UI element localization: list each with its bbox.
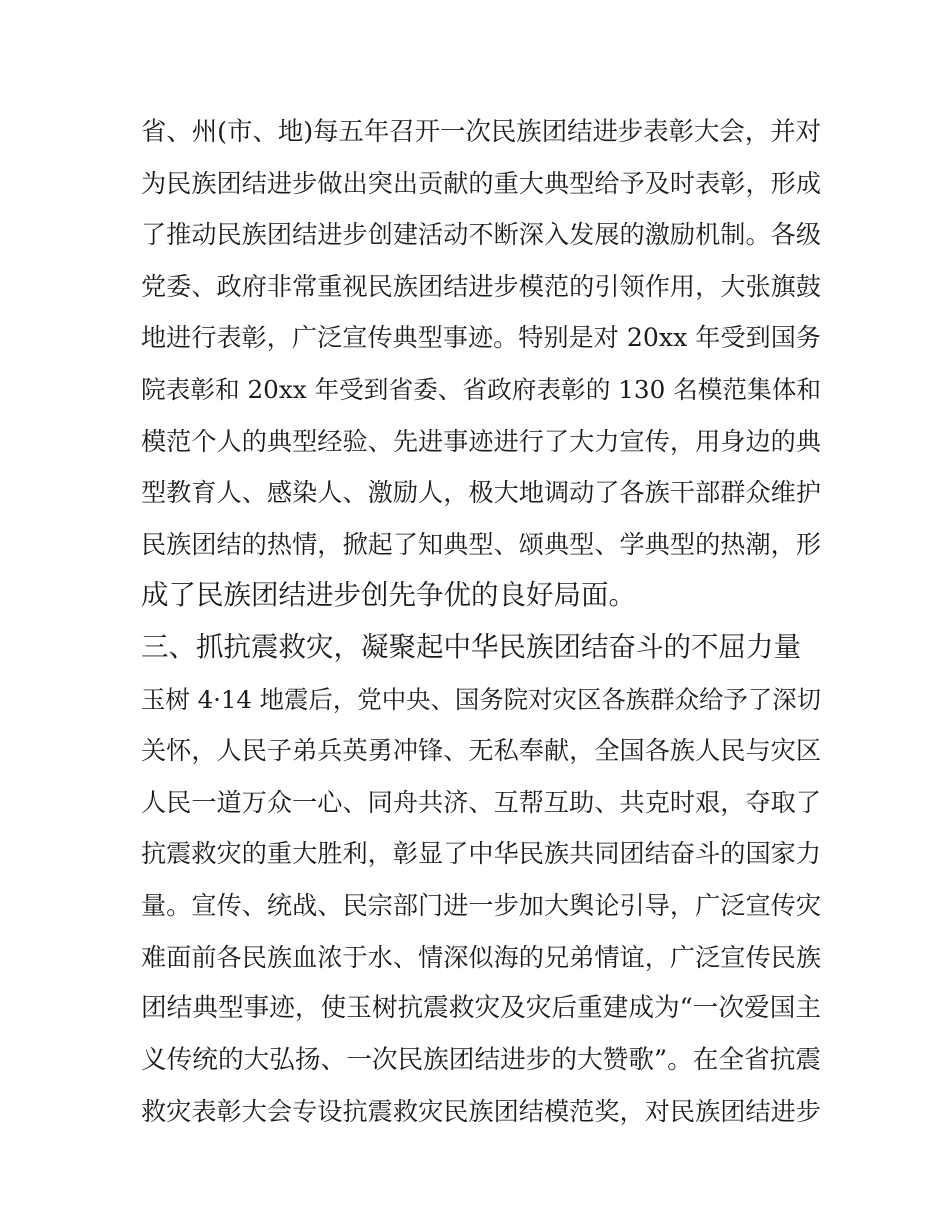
- text-line: 型教育人、感染人、激励人，极大地调动了各族干部群众维护: [141, 478, 821, 508]
- text-line: 难面前各民族血浓于水、情深似海的兄弟情谊，广泛宣传民族: [141, 942, 821, 972]
- text-line: 成了民族团结进步创先争优的良好局面。: [141, 579, 636, 612]
- text-line: 救灾表彰大会专设抗震救灾民族团结模范奖，对民族团结进步: [141, 1097, 821, 1127]
- text-line: 人民一道万众一心、同舟共济、互帮互助、共克时艰，夺取了: [141, 787, 821, 817]
- text-line: 党委、政府非常重视民族团结进步模范的引领作用，大张旗鼓: [141, 271, 821, 301]
- text-line: 地进行表彰，广泛宣传典型事迹。特别是对 20xx 年受到国务: [141, 323, 821, 353]
- text-line: 模范个人的典型经验、先进事迹进行了大力宣传，用身边的典: [141, 426, 821, 456]
- text-line: 省、州(市、地)每五年召开一次民族团结进步表彰大会，并对: [141, 116, 821, 146]
- text-line: 民族团结的热情，掀起了知典型、颂典型、学典型的热潮，形: [141, 529, 821, 559]
- text-line: 团结典型事迹，使玉树抗震救灾及灾后重建成为“一次爱国主: [141, 993, 821, 1024]
- text-line: 量。宣传、统战、民宗部门进一步加大舆论引导，广泛宣传灾: [141, 890, 821, 920]
- text-line: 为民族团结进步做出突出贡献的重大典型给予及时表彰，形成: [141, 168, 821, 198]
- text-line: 了推动民族团结进步创建活动不断深入发展的激励机制。各级: [141, 220, 821, 250]
- text-line: 玉树 4·14 地震后，党中央、国务院对灾区各族群众给予了深切: [141, 684, 822, 714]
- body-text: [141, 106, 821, 1138]
- text-line: 义传统的大弘扬、一次民族团结进步的大赞歌”。在全省抗震: [141, 1044, 821, 1075]
- text-line: 院表彰和 20xx 年受到省委、省政府表彰的 130 名模范集体和: [141, 374, 822, 404]
- text-line: 关怀，人民子弟兵英勇冲锋、无私奉献，全国各族人民与灾区: [141, 736, 821, 766]
- text-line: 抗震救灾的重大胜利，彰显了中华民族共同团结奋斗的国家力: [141, 839, 821, 869]
- section-heading: 三、抓抗震救灾，凝聚起中华民族团结奋斗的不屈力量: [141, 630, 801, 663]
